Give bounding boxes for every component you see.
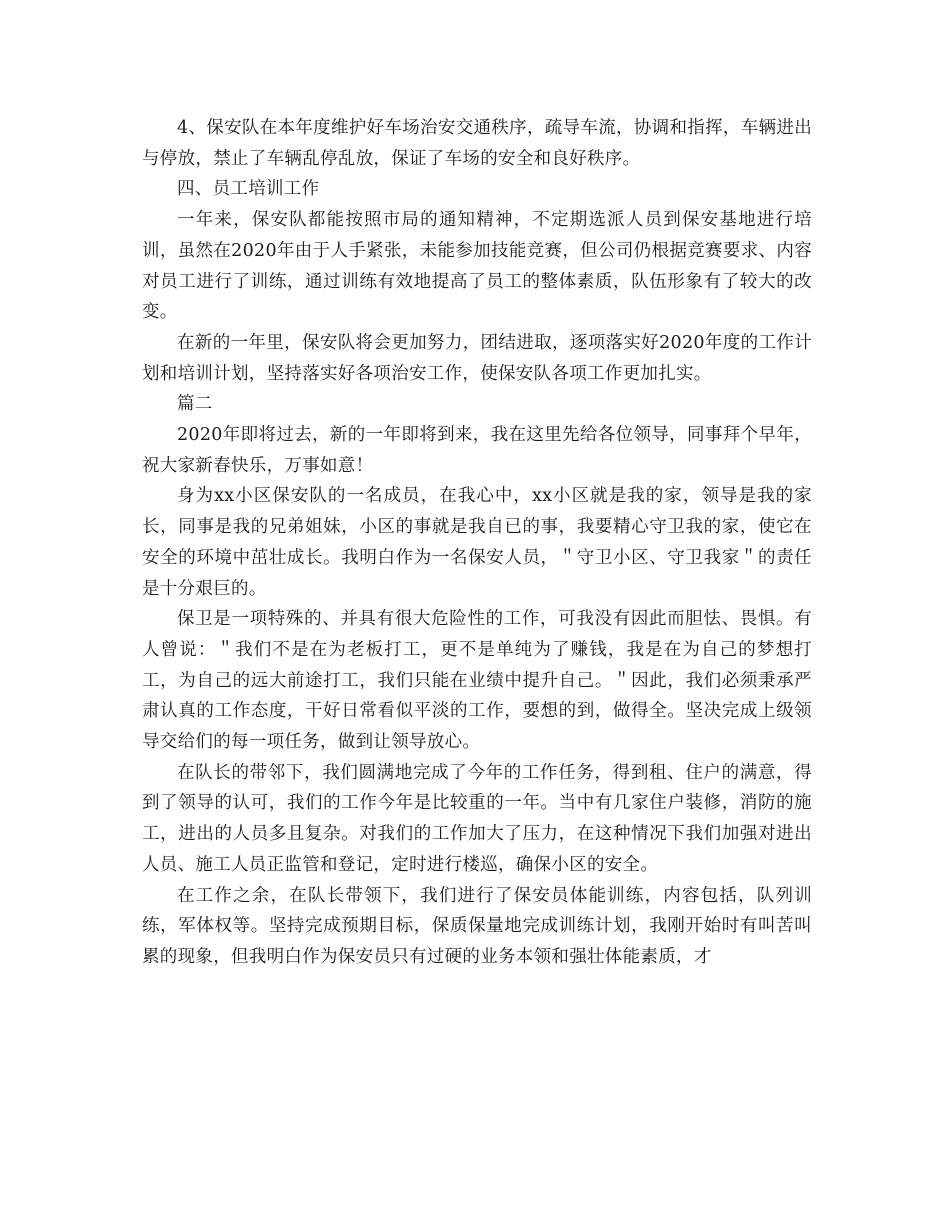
paragraph-security-duty: 保卫是一项特殊的、并具有很大危险性的工作，可我没有因此而胆怯、畏惧。有人曾说：＂我们不是在为老板打工，更不是单纯为了赚钱，我是在为自己的梦想打工，为自己的远大前途打工，我们只能在业绩中提升自己。＂因此，我们必须秉承严肃认真的工作态度，干好日常看似平淡的工作，要想的到，做得全。坚决完成上级领导交给们的每一项任务，做到让领导放心。 xyxy=(142,609,812,753)
section-heading-staff-training: 四、员工培训工作 xyxy=(177,179,320,200)
paragraph-community-home: 身为xx小区保安队的一名成员，在我心中，xx小区就是我的家，领导是我的家长，同事是我的兄弟姐妹，小区的事就是我自已的事，我要精心守卫我的家，使它在安全的环境中茁壮成长。我明白作为一名保安人员，＂守卫小区、守卫我家＂的责任是十分艰巨的。 xyxy=(142,486,812,599)
paragraph-training-review: 一年来，保安队都能按照市局的通知精神，不定期选派人员到保安基地进行培训，虽然在2020年由于人手紧张，未能参加技能竞赛，但公司仍根据竞赛要求、内容对员工进行了训练，通过训练有效地提高了员工的整体素质，队伍形象有了较大的改变。 xyxy=(142,210,812,323)
document-page xyxy=(142,113,812,973)
paragraph-new-year-plan: 在新的一年里，保安队将会更加努力，团结进取，逐项落实好2020年度的工作计划和培训计划，坚持落实好各项治安工作，使保安队各项工作更加扎实。 xyxy=(142,332,812,384)
paragraph-new-year-greeting: 2020年即将过去，新的一年即将到来，我在这里先给各位领导，同事拜个早年，祝大家新春快乐，万事如意！ xyxy=(142,425,812,476)
paragraph-fitness-training: 在工作之余，在队长带领下，我们进行了保安员体能训练，内容包括，队列训练，军体权等。坚持完成预期目标，保质保量地完成训练计划，我刚开始时有叫苦叫累的现象，但我明白作为保安员只有过硬的业务本领和强壮体能素质，才 xyxy=(142,885,812,967)
section-heading-part-two: 篇二 xyxy=(177,394,213,415)
paragraph-work-achievements: 在队长的带邻下，我们圆满地完成了今年的工作任务，得到租、住户的满意，得到了领导的认可，我们的工作今年是比较重的一年。当中有几家住户装修，消防的施工，进出的人员多且复杂。对我们的工作加大了压力，在这种情况下我们加强对进出人员、施工人员正监管和登记，定时进行楼巡，确保小区的安全。 xyxy=(142,762,812,875)
paragraph-vehicle-order: 4、保安队在本年度维护好车场治安交通秩序，疏导车流，协调和指挥，车辆进出与停放，禁止了车辆乱停乱放，保证了车场的安全和良好秩序。 xyxy=(142,118,812,169)
